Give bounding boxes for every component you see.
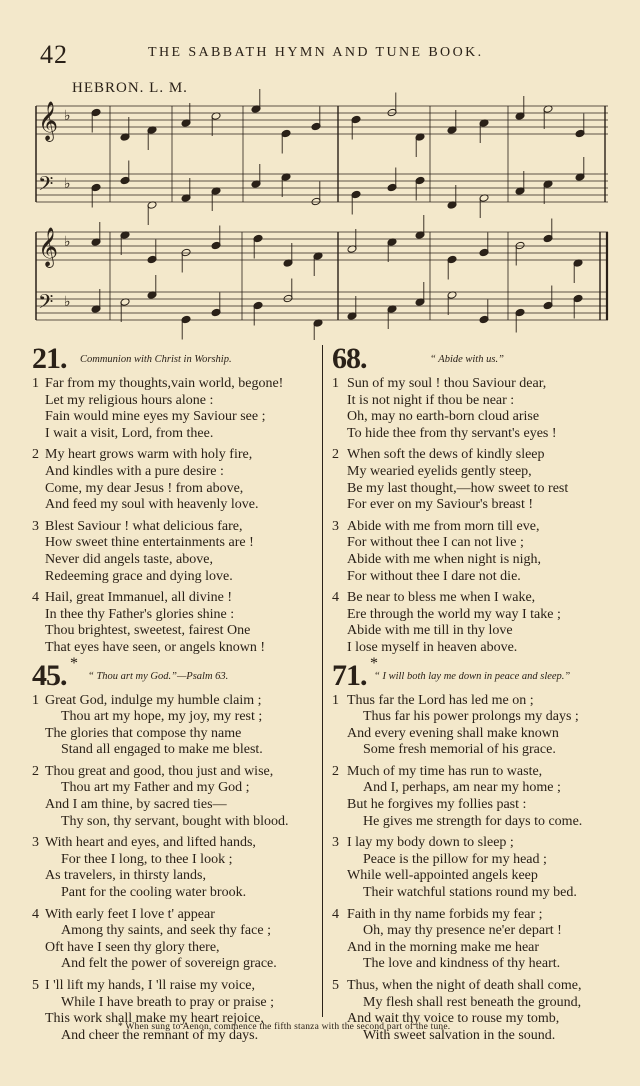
- verse-line: And felt the power of sovereign grace.: [61, 956, 277, 972]
- stanza-number: 5: [32, 978, 39, 993]
- verse-line: While I have breath to pray or praise ;: [61, 994, 275, 1010]
- stanza-number: 1: [332, 376, 339, 391]
- stanza: [32, 693, 318, 759]
- verse-line: I 'll lift my hands, I 'll raise my voice,: [45, 978, 255, 993]
- verse-line: My wearied eyelids gently steep,: [347, 463, 532, 479]
- verse-line: And wait thy voice to rouse my tomb,: [347, 1011, 560, 1027]
- verse-line: Come, my dear Jesus ! from above,: [45, 480, 244, 496]
- stanza: [32, 978, 318, 1044]
- verse-line: I lay my body down to sleep ;: [347, 835, 514, 851]
- verse-line: Thou great and good, thou just and wise,: [45, 763, 274, 779]
- bass-clef-icon: 𝄢: [38, 172, 54, 200]
- verse-line: That eyes have seen, or angels known !: [45, 639, 266, 655]
- hymn-0: [32, 342, 318, 657]
- verse-line: Never did angels taste, above,: [45, 551, 213, 567]
- stanza-number: 3: [32, 518, 39, 534]
- verse-line: Faith in thy name forbids my fear ;: [347, 906, 543, 922]
- verse-line: How sweet thine entertainments are !: [45, 535, 254, 551]
- stanza-number: 5: [332, 978, 339, 993]
- stanza: [332, 907, 614, 973]
- verse-line: He gives me strength for days to come.: [363, 813, 583, 829]
- verse-line: Thus far the Lord has led me on ;: [347, 692, 534, 708]
- verse-line: And I am thine, by sacred ties—: [45, 797, 227, 813]
- verse-line: I lose myself in heaven above.: [347, 639, 518, 655]
- stanza: [332, 519, 614, 585]
- column-divider: [322, 345, 323, 1017]
- verse-line: And kindles with a pure desire :: [45, 463, 224, 479]
- page-number: 42: [40, 40, 68, 69]
- verse-line: To hide thee from thy servant's eyes !: [347, 425, 557, 441]
- stanza-number: 3: [332, 835, 339, 851]
- stanza-number: 4: [332, 906, 339, 922]
- verse-line: My flesh shall rest beneath the ground,: [363, 994, 582, 1010]
- verse-line: The love and kindness of thy heart.: [363, 956, 561, 972]
- hymn-number: 71.: [332, 658, 367, 692]
- running-title: THE SABBATH HYMN AND TUNE BOOK.: [148, 45, 484, 60]
- stanza: [32, 835, 318, 901]
- stanza-number: 3: [332, 518, 339, 534]
- stanza: [32, 907, 318, 973]
- verse-line: Abide with me from morn till eve,: [347, 518, 540, 534]
- verse-line: Oh, may thy presence ne'er depart !: [363, 923, 562, 939]
- verse-line: Among thy saints, and seek thy face ;: [61, 923, 271, 939]
- hymn-heading: [32, 654, 318, 693]
- stanza: [332, 693, 614, 759]
- stanza: [32, 519, 318, 585]
- verse-line: Be my last thought,—how sweet to rest: [347, 480, 569, 496]
- verse-line: This work shall make my heart rejoice,: [45, 1011, 264, 1027]
- flat-sign-icon: ♭: [64, 108, 71, 124]
- verse-line: Thus far his power prolongs my days ;: [363, 709, 579, 725]
- stanza-number: 4: [332, 590, 339, 606]
- hymn-heading: [332, 654, 614, 693]
- stanza: [332, 376, 614, 442]
- stanza: [32, 764, 318, 830]
- treble-clef-icon: 𝄞: [38, 227, 59, 267]
- verse-line: Great God, indulge my humble claim ;: [45, 692, 262, 708]
- right-column: [332, 342, 614, 1044]
- hymn-2: [332, 342, 614, 657]
- stanza-number: 2: [332, 763, 339, 779]
- verse-line: For thee I long, to thee I look ;: [61, 851, 233, 867]
- stanza-number: 1: [32, 692, 39, 708]
- verse-line: With heart and eyes, and lifted hands,: [45, 835, 256, 851]
- hymn-heading: [32, 342, 318, 376]
- verse-line: When soft the dews of kindly sleep: [347, 447, 545, 463]
- verse-line: The glories that compose thy name: [45, 725, 242, 741]
- verse-line: And every evening shall make known: [347, 725, 559, 741]
- hymn-number: 45.: [32, 658, 67, 692]
- hymn-title: “ Thou art my God.”—Psalm 63.: [88, 670, 229, 682]
- verse-line: Their watchful stations round my bed.: [363, 885, 577, 901]
- verse-line: Fain would mine eyes my Saviour see ;: [45, 409, 266, 425]
- verse-line: Pant for the cooling water brook.: [61, 885, 247, 901]
- verse-line: For ever on my Saviour's breast !: [347, 497, 534, 513]
- verse-line: Thus, when the night of death shall come,: [347, 978, 582, 993]
- verse-line: As travelers, in thirsty lands,: [45, 868, 206, 884]
- stanza-number: 2: [332, 447, 339, 463]
- hymn-title: “ I will both lay me down in peace and sleep.”: [374, 670, 571, 682]
- verse-line: Far from my thoughts,vain world, begone!: [45, 376, 284, 391]
- verse-line: And in the morning make me hear: [347, 939, 540, 955]
- flat-sign-icon: ♭: [64, 294, 71, 310]
- left-column: [32, 342, 318, 1044]
- verse-line: Much of my time has run to waste,: [347, 763, 543, 779]
- verse-line: And feed my soul with heavenly love.: [45, 497, 259, 513]
- verse-line: And I, perhaps, am near my home ;: [363, 780, 561, 796]
- stanza-number: 3: [32, 835, 39, 851]
- flat-sign-icon: ♭: [64, 176, 71, 192]
- stanza: [332, 978, 614, 1044]
- stanza: [32, 376, 318, 442]
- verse-line: While well-appointed angels keep: [347, 868, 538, 884]
- verse-line: Oh, may no earth-born cloud arise: [347, 409, 540, 425]
- hymn-asterisk: *: [70, 654, 78, 672]
- verse-line: Hail, great Immanuel, all divine !: [45, 590, 232, 606]
- verse-line: Oft have I seen thy glory there,: [45, 939, 220, 955]
- stanza: [32, 447, 318, 513]
- stanza: [32, 590, 318, 656]
- verse-line: For without thee I dare not die.: [347, 568, 521, 584]
- stanza: [332, 764, 614, 830]
- verse-line: Abide with me till in thy love: [347, 623, 513, 639]
- verse-line: Thou art my hope, my joy, my rest ;: [61, 709, 263, 725]
- bass-clef-icon: 𝄢: [38, 290, 54, 318]
- hymn-asterisk: *: [370, 654, 378, 672]
- stanza: [332, 447, 614, 513]
- verse-line: Peace is the pillow for my head ;: [363, 851, 547, 867]
- verse-line: Let my religious hours alone :: [45, 392, 214, 408]
- verse-line: It is not night if thou be near :: [347, 392, 515, 408]
- flat-sign-icon: ♭: [64, 234, 71, 250]
- hymn-3: [332, 654, 614, 1045]
- verse-line: Some fresh memorial of his grace.: [363, 742, 556, 758]
- stanza-number: 1: [32, 376, 39, 391]
- treble-clef-icon: 𝄞: [38, 101, 59, 141]
- verse-line: With early feet I love t' appear: [45, 906, 215, 922]
- hymn-title: “ Abide with us.”: [430, 354, 504, 365]
- verse-line: Thy son, thy servant, bought with blood.: [61, 813, 289, 829]
- stanza-number: 2: [32, 763, 39, 779]
- verse-line: I wait a visit, Lord, from thee.: [45, 425, 214, 441]
- verse-line: And cheer the remnant of my days.: [61, 1027, 259, 1043]
- hymn-number: 68.: [332, 342, 367, 375]
- verse-line: Stand all engaged to make me blest.: [61, 742, 263, 758]
- music-score: [0, 0, 640, 340]
- verse-line: With sweet salvation in the sound.: [363, 1027, 556, 1043]
- stanza-number: 1: [332, 692, 339, 708]
- tune-name: HEBRON. L. M.: [72, 80, 188, 96]
- verse-line: In thee thy Father's glories shine :: [45, 606, 235, 622]
- stanza: [332, 835, 614, 901]
- stanza-number: 4: [32, 906, 39, 922]
- verse-line: But he forgives my follies past :: [347, 797, 527, 813]
- hymn-heading: [332, 342, 614, 376]
- verse-line: My heart grows warm with holy fire,: [45, 447, 253, 463]
- stanza-number: 4: [32, 590, 39, 606]
- hymn-title: Communion with Christ in Worship.: [80, 354, 232, 365]
- verse-line: Blest Saviour ! what delicious fare,: [45, 518, 243, 534]
- stanza: [332, 590, 614, 656]
- verse-line: Ere through the world my way I take ;: [347, 606, 561, 622]
- stanza-number: 2: [32, 447, 39, 463]
- hymn-1: [32, 654, 318, 1045]
- verse-line: Thou brightest, sweetest, fairest One: [45, 623, 251, 639]
- verse-line: Thou art my Father and my God ;: [61, 780, 250, 796]
- verse-line: Sun of my soul ! thou Saviour dear,: [347, 376, 547, 391]
- verse-line: Redeeming grace and dying love.: [45, 568, 233, 584]
- verse-line: For without thee I can not live ;: [347, 535, 524, 551]
- verse-line: Be near to bless me when I wake,: [347, 590, 536, 606]
- verse-line: Abide with me when night is nigh,: [347, 551, 542, 567]
- hymn-number: 21.: [32, 342, 67, 375]
- footnote: * When sung to Aenon, commence the fifth stanza with the second part of the tune.: [118, 1022, 451, 1032]
